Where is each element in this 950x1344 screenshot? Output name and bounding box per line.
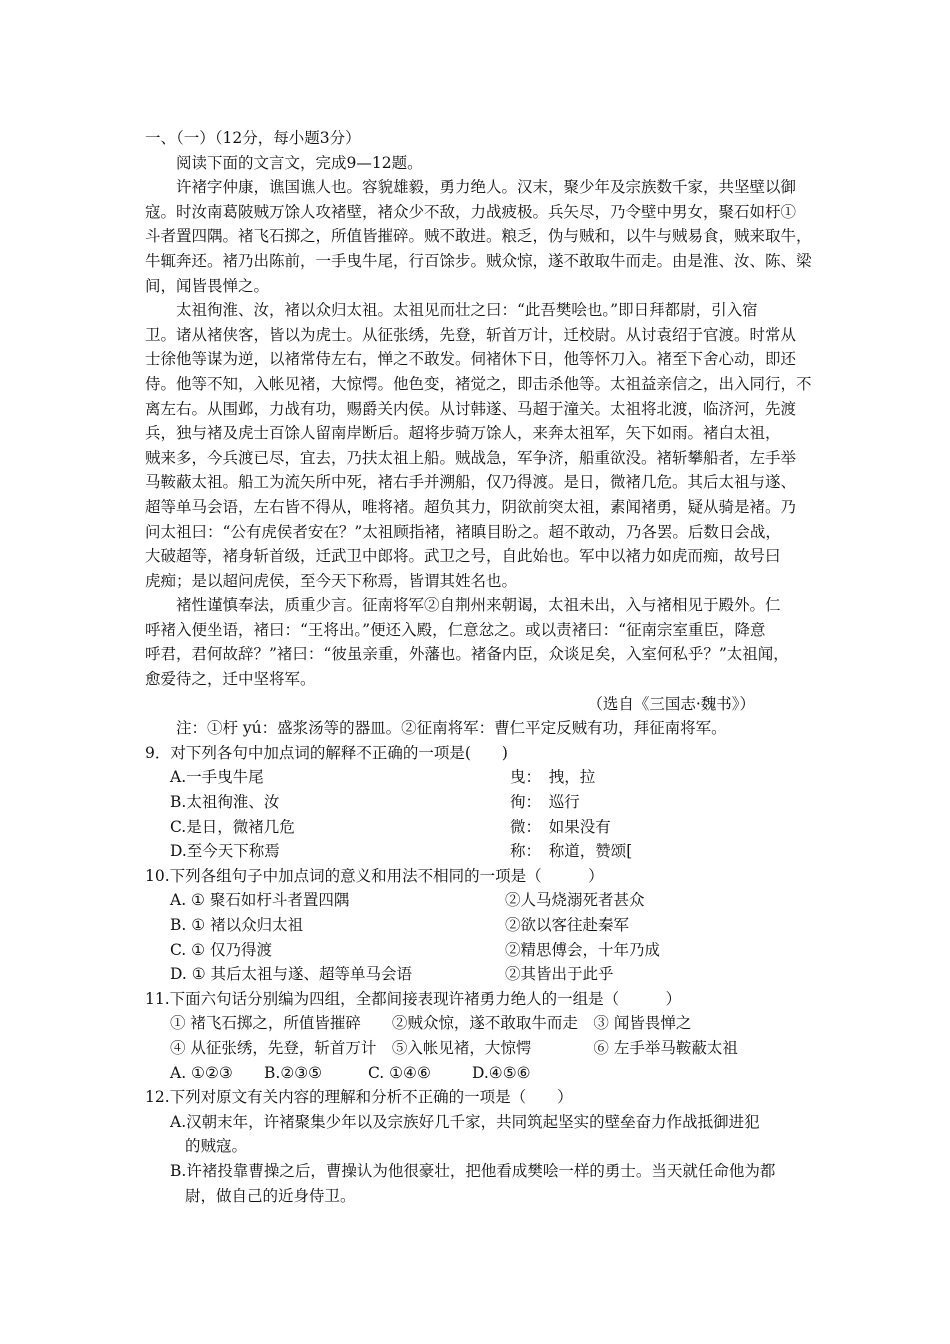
passage-line: 许褚字仲康，谯国谯人也。容貌雄毅，勇力绝人。汉末，聚少年及宗族数千家，共坚壁以御 (176, 178, 797, 197)
choice-d: D.④⑤⑥ (472, 1063, 531, 1082)
statement-row: ④ 从征张绣，先登，斩首万计 ⑤入帐见褚，大惊愕 ⑥ 左手举马鞍蔽太祖 (170, 1038, 738, 1057)
question-stem: 10.下列各组句子中加点词的意义和用法不相同的一项是（ ） (145, 866, 604, 885)
question-11 (145, 987, 825, 1085)
passage-line: 寇。时汝南葛陂贼万馀人攻褚壁，褚众少不敌，力战疲极。兵矢尽，乃令壁中男女，聚石如杅① (145, 202, 797, 221)
option-sentence: D.至今天下称焉 (170, 842, 280, 861)
statement-row: ① 褚飞石掷之，所值皆摧碎 ②贼众惊，遂不敢取牛而走 ③ 闻皆畏惮之 (170, 1014, 692, 1033)
option-gloss: 称： 称道，赞颂[ (510, 842, 633, 861)
option-part-b: ②人马烧溺死者甚众 (505, 891, 645, 910)
option-row (145, 765, 825, 790)
passage (145, 175, 825, 741)
passage-line: 卫。诸从褚侠客，皆以为虎士。从征张绣，先登，斩首万计，迁校尉。从讨袁绍于官渡。时常从 (145, 325, 797, 344)
option-part-a: C. ① 仅乃得渡 (170, 940, 272, 959)
question-10 (145, 864, 825, 987)
option-row (145, 962, 825, 987)
passage-line: 贼来多，今兵渡已尽，宜去，乃扶太祖上船。贼战急，军争济，船重欲没。褚斩攀船者，左手举 (145, 448, 797, 467)
page-content (145, 126, 825, 1208)
passage-line: 虎痴；是以超问虎侯，至今天下称焉，皆谓其姓名也。 (145, 571, 518, 590)
option-part-a: B. ① 褚以众归太祖 (170, 916, 304, 934)
passage-line: 马鞍蔽太祖。船工为流矢所中死，褚右手并溯船，仅乃得渡。是日，微褚几危。其后太祖与遂、 (145, 473, 797, 492)
option-part-b: ②欲以客往赴秦军 (505, 916, 630, 934)
instruction: 阅读下面的文言文，完成9—12题。 (176, 153, 423, 172)
passage-line: 间，闻皆畏惮之。 (145, 276, 270, 295)
option-line: B.许褚投靠曹操之后，曹操认为他很豪壮，把他看成樊哙一样的勇士。当天就任命他为都 (170, 1161, 776, 1180)
passage-line: 褚性谨慎奉法，质重少言。征南将军②自荆州来朝谒，太祖未出，入与褚相见于殿外。仁 (176, 596, 781, 615)
passage-note: 注：①杅 yú：盛浆汤等的器皿。②征南将军：曹仁平定反贼有功，拜征南将军。 (176, 719, 727, 738)
passage-line: 士徐他等谋为逆，以褚常侍左右，惮之不敢发。伺褚休下日，他等怀刀入。褚至下舍心动，即还 (145, 350, 797, 369)
section-header: 一、（一）（12分，每小题3分） (145, 129, 361, 147)
passage-line: 斗者置四隅。褚飞石掷之，所值皆摧碎。贼不敢进。粮乏，伪与贼和，以牛与贼易食，贼来取牛， (145, 227, 812, 246)
option-sentence: B.太祖徇淮、汝 (170, 793, 280, 812)
question-12 (145, 1085, 825, 1208)
choice-a: A. ①②③ (170, 1063, 233, 1082)
option-row (145, 913, 825, 938)
option-row (145, 790, 825, 815)
passage-line: 愈爱待之，迁中坚将军。 (145, 670, 316, 689)
option-gloss: 微： 如果没有 (510, 817, 611, 836)
question-stem: 11.下面六句话分别编为四组，全都间接表现许褚勇力绝人的一组是（ ） (145, 989, 682, 1008)
passage-line: 问太祖曰：“公有虎侯者安在？”太祖顾指褚，褚瞋目盼之。超不敢动，乃各罢。后数日会战， (145, 522, 781, 541)
option-line: A.汉朝末年，许褚聚集少年以及宗族好几千家，共同筑起坚实的壁垒奋力作战抵御进犯 (170, 1112, 760, 1131)
question-9 (145, 741, 825, 864)
passage-line: 侍。他等不知，入帐见褚，大惊愕。他色变，褚觉之，即击杀他等。太祖益亲信之，出入同行，不 (145, 374, 812, 393)
passage-line: 离左右。从围邺，力战有功，赐爵关内侯。从讨韩遂、马超于潼关。太祖将北渡，临济河，先渡 (145, 399, 797, 418)
choice-b: B.②③⑤ (264, 1063, 323, 1082)
option-part-b: ②精思傅会，十年乃成 (505, 940, 661, 959)
passage-line: 超等单马会语，左右皆不得从，唯将褚。超负其力，阴欲前突太祖，素闻褚勇，疑从骑是褚。乃 (145, 497, 797, 516)
passage-line: 太祖徇淮、汝，褚以众归太祖。太祖见而壮之曰：“此吾樊哙也。”即日拜都尉，引入宿 (176, 301, 758, 320)
question-stem: 9．对下列各句中加点词的解释不正确的一项是( ) (145, 743, 508, 762)
passage-line: 兵，独与褚及虎士百馀人留南岸断后。超将步骑万馀人，来奔太祖军，矢下如雨。褚白太祖， (145, 424, 781, 443)
passage-source: （选自《三国志·魏书》） (587, 694, 755, 713)
passage-line: 呼君，君何故辞？”褚曰：“彼虽亲重，外藩也。褚备内臣，众谈足矣，入室何私乎？”太祖闻， (145, 645, 789, 664)
option-row (145, 839, 825, 864)
option-sentence: C.是日，微褚几危 (170, 817, 295, 836)
question-stem: 12.下列对原文有关内容的理解和分析不正确的一项是（ ） (145, 1088, 573, 1107)
option-row (145, 815, 825, 840)
option-sentence: A.一手曳牛尾 (170, 768, 264, 787)
option-part-a: D. ① 其后太祖与遂、超等单马会语 (170, 965, 413, 984)
option-part-a: A. ① 聚石如杅斗者置四隅 (170, 891, 350, 910)
choices-row (145, 1061, 825, 1086)
option-line-continued: 的贼寇。 (185, 1137, 248, 1156)
passage-line: 牛辄奔还。褚乃出陈前，一手曳牛尾，行百馀步。贼众惊，遂不敢取牛而走。由是淮、汝、陈、梁 (145, 251, 812, 270)
option-row (145, 938, 825, 963)
choice-c: C. ①④⑥ (368, 1063, 431, 1082)
option-gloss: 曳： 拽，拉 (510, 768, 596, 787)
option-gloss: 徇： 巡行 (510, 793, 580, 812)
passage-line: 呼褚入便坐语，褚曰：“王将出。”便还入殿，仁意忿之。或以责褚曰：“征南宗室重臣，降意 (145, 620, 766, 639)
option-part-b: ②其皆出于此乎 (505, 965, 614, 984)
option-line-continued: 尉，做自己的近身侍卫。 (185, 1186, 356, 1205)
passage-line: 大破超等，褚身斩首级，迁武卫中郎将。武卫之号，自此始也。军中以褚力如虎而痴，故号曰 (145, 547, 781, 566)
option-row (145, 888, 825, 913)
